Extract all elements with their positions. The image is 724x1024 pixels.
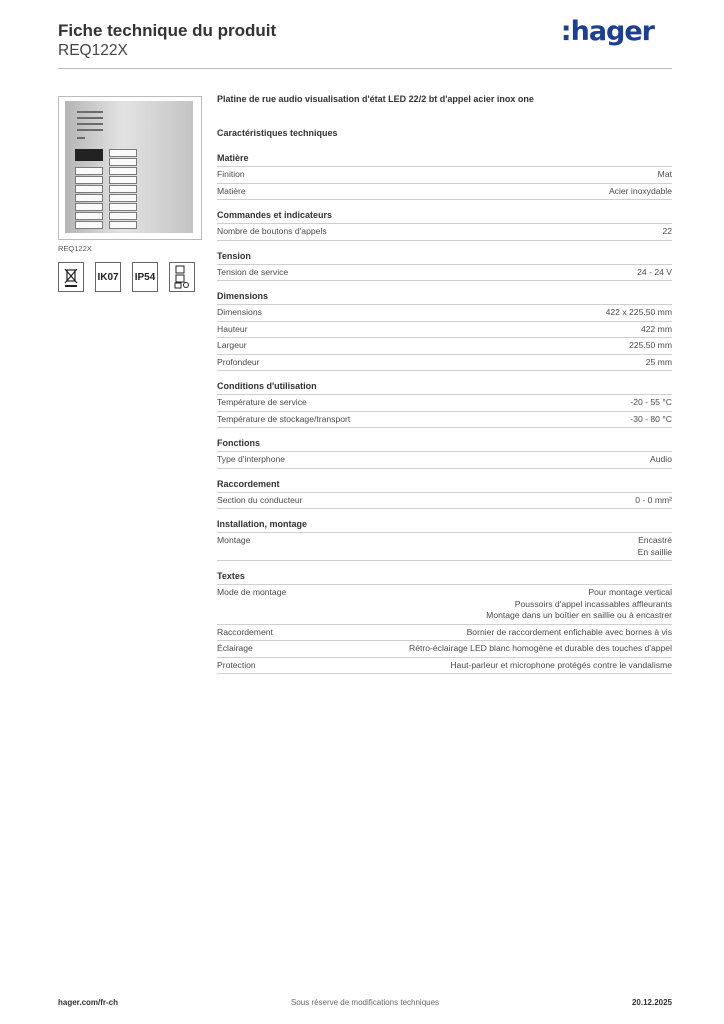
spec-value-line: -20 - 55 °C [630, 397, 672, 407]
spec-value [450, 660, 672, 672]
section-title: Conditions d'utilisation [217, 381, 672, 395]
led-display [75, 149, 103, 161]
spec-value-line: Haut-parleur et microphone protégés contre le vandalisme [450, 659, 672, 670]
spec-value [630, 414, 672, 426]
spec-label: Largeur [217, 340, 247, 350]
spec-label: Finition [217, 169, 245, 179]
spec-label: Hauteur [217, 323, 248, 334]
spec-label: Mode de montage [217, 587, 287, 597]
spec-section [217, 519, 672, 561]
spec-row [217, 184, 672, 201]
spec-section [217, 251, 672, 282]
section-title: Fonctions [217, 438, 672, 452]
spec-value-line: Encastré [638, 535, 672, 545]
spec-row [217, 265, 672, 282]
spec-value [638, 535, 672, 558]
footer-date: 20.12.2025 [631, 998, 672, 1007]
spec-section [217, 381, 672, 428]
door-station-plate-illustration [65, 101, 193, 233]
spec-row [217, 412, 672, 429]
product-description: Platine de rue audio visualisation d'état LED 22/2 bt d'appel acier inox one [217, 94, 534, 104]
spec-section [217, 291, 672, 371]
spec-value [637, 267, 672, 279]
spec-value-line: En saillie [637, 546, 672, 557]
spec-value-line: 25 mm [645, 356, 672, 367]
spec-section [217, 153, 672, 200]
spec-section [217, 571, 672, 674]
spec-label: Dimensions [217, 307, 262, 317]
spec-value [409, 643, 672, 655]
ik07-badge: IK07 [95, 262, 121, 292]
spec-row [217, 493, 672, 510]
spec-value [658, 169, 672, 181]
section-title: Dimensions [217, 291, 672, 305]
spec-row [217, 167, 672, 184]
spec-row [217, 452, 672, 469]
spec-row [217, 533, 672, 561]
spec-value-line: Pour montage vertical [588, 587, 672, 597]
hager-logo: :hager [560, 16, 654, 47]
spec-label: Type d'interphone [217, 454, 286, 464]
spec-row [217, 322, 672, 339]
product-image [58, 96, 202, 240]
spec-value [662, 226, 672, 238]
ip54-badge: IP54 [132, 262, 158, 292]
spec-value-line: Acier inoxydable [608, 185, 672, 196]
spec-value-line: Montage dans un boîtier en saillie ou à encastrer [486, 610, 672, 620]
section-title: Textes [217, 571, 672, 585]
spec-label: Éclairage [217, 643, 253, 653]
spec-row [217, 641, 672, 658]
spec-value-line: 24 - 24 V [637, 266, 672, 277]
spec-label: Montage [217, 535, 251, 545]
spec-row [217, 338, 672, 355]
section-title: Tension [217, 251, 672, 265]
image-caption: REQ122X [58, 244, 92, 253]
spec-label: Température de service [217, 397, 307, 407]
spec-value-line: Rétro-éclairage LED blanc homogène et durable des touches d'appel [409, 643, 672, 653]
spec-section [217, 210, 672, 241]
footer-website: hager.com/fr-ch [58, 998, 119, 1007]
section-title: Matière [217, 153, 672, 167]
weee-bin-icon [58, 262, 84, 292]
product-reference: REQ122X [58, 42, 128, 59]
spec-value [641, 324, 672, 336]
spec-row [217, 305, 672, 322]
spec-label: Température de stockage/transport [217, 413, 351, 424]
spec-value-line: 225.50 mm [629, 340, 672, 350]
spec-row [217, 658, 672, 675]
section-title: Commandes et indicateurs [217, 210, 672, 224]
spec-value [635, 495, 672, 507]
spec-value-line: -30 - 80 °C [630, 413, 672, 424]
spec-value [646, 357, 672, 369]
spec-value-line: Poussoirs d'appel incassables affleurants [514, 598, 672, 609]
spec-value [629, 340, 672, 352]
spec-value [467, 627, 672, 639]
spec-value [606, 307, 672, 319]
spec-value-line: Mat [657, 169, 672, 179]
spec-row [217, 625, 672, 642]
page-header [58, 16, 672, 69]
spec-value-line: 422 mm [640, 323, 672, 334]
spec-value-line: 0 - 0 mm² [635, 494, 672, 505]
spec-row [217, 585, 672, 625]
technical-sheet [217, 94, 672, 684]
spec-value-line: 422 x 225.50 mm [605, 307, 672, 317]
spec-label: Profondeur [217, 356, 260, 367]
spec-value-line: Bornier de raccordement enfichable avec bornes à vis [466, 626, 672, 637]
characteristics-heading: Caractéristiques techniques [217, 128, 338, 138]
installation-diagram-icon [169, 262, 195, 292]
spec-value-line: 22 [662, 226, 672, 236]
page-title: Fiche technique du produit [58, 21, 277, 40]
spec-label: Tension de service [217, 266, 289, 277]
spec-row [217, 395, 672, 412]
section-title: Raccordement [217, 479, 672, 493]
spec-row [217, 355, 672, 372]
spec-label: Protection [217, 659, 256, 670]
section-title: Installation, montage [217, 519, 672, 533]
spec-label: Matière [217, 185, 246, 196]
spec-row [217, 224, 672, 241]
spec-section [217, 479, 672, 510]
spec-value [609, 186, 672, 198]
spec-label: Section du conducteur [217, 494, 303, 505]
spec-label: Raccordement [217, 626, 273, 637]
footer-notice: Sous réserve de modifications techniques [290, 998, 440, 1007]
spec-value [650, 454, 672, 466]
characteristics-sections [217, 153, 672, 674]
spec-value-line: Audio [650, 454, 672, 464]
spec-section [217, 438, 672, 469]
spec-label: Nombre de boutons d'appels [217, 226, 327, 236]
spec-value [630, 397, 672, 409]
spec-value [486, 587, 672, 622]
certification-icons [58, 262, 206, 292]
